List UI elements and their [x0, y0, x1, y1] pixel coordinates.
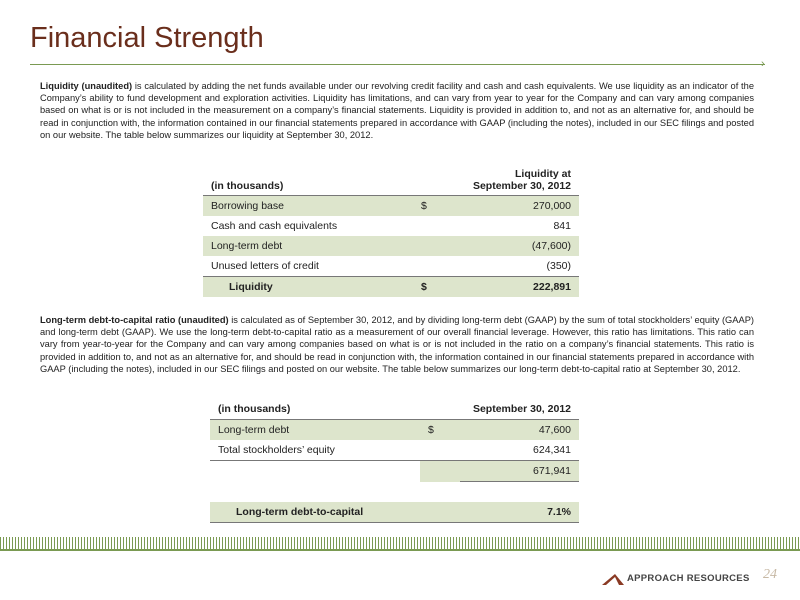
title-divider	[30, 64, 765, 65]
liquidity-term: Liquidity (unaudited)	[40, 81, 133, 91]
liquidity-text: is calculated by adding the net funds available under our revolving credit facility and cash and cash equivalents. We use liquidity as an indicator of the Company’s ability to fund development and exploration activities. Liquidity has limitations, and can vary from year to year for the Company and can vary among companies based on what is or is not included in the measurement on a company’s financial statements. Liquidity is provided in addition to, and not as an alternative for, and should be read in conjunction with, the information contained in our financial statements prepared in accordance with GAAP (including the notes), included in our SEC filings and posted on our website. The table below summarizes our liquidity at September 30, 2012.	[40, 81, 754, 140]
column-label: (in thousands)	[203, 158, 413, 196]
chevron-right-icon: ›	[761, 58, 765, 70]
table-row: Unused letters of credit (350)	[203, 256, 579, 277]
table-header	[210, 399, 579, 420]
table-spacer-row	[210, 482, 579, 503]
debt-ratio-term: Long-term debt-to-capital ratio (unaudited)	[40, 315, 229, 325]
table-row: Borrowing base $ 270,000	[203, 196, 579, 217]
company-logo-text: APPROACH RESOURCES	[627, 573, 750, 584]
column-value-header: September 30, 2012	[460, 399, 579, 420]
table-row: Cash and cash equivalents 841	[211, 220, 571, 232]
column-label: (in thousands)	[210, 399, 420, 420]
table-total-row: Liquidity $ 222,891	[203, 277, 579, 298]
table-header	[203, 158, 579, 196]
approach-resources-logo-icon	[602, 572, 624, 586]
table-row: Long-term debt (47,600)	[203, 236, 579, 256]
footer-divider	[0, 549, 800, 551]
footer-decorative-band	[0, 537, 800, 549]
table-row: Long-term debt $ 47,600	[210, 420, 579, 441]
page-number: 24	[763, 567, 777, 582]
debt-ratio-text: is calculated as of September 30, 2012, and by dividing long-term debt (GAAP) by the sum of total stockholders’ equity (GAAP) and long-term debt (GAAP). We use the long-term debt-to-capital ratio as a measurement of our overall financial leverage. However, this ratio has limitations. This ratio can vary from year-to-year for the Company and can vary among companies based on what is or is not included in the ratio on a company’s financial statements. This ratio is provided in addition to, and not as an alternative for, and should be read in conjunction with, the information contained in our financial statements prepared in accordance with GAAP (including the notes), included in our SEC filings and posted on our website. The table below summarizes our long-term debt-to-capital ratio at September 30, 2012.	[40, 315, 754, 374]
liquidity-paragraph	[40, 80, 754, 141]
column-value-header: Liquidity at September 30, 2012	[453, 158, 579, 196]
page-title: Financial Strength	[30, 22, 264, 54]
table-total-row: Long-term debt-to-capital 7.1%	[210, 502, 579, 523]
table-row: Total stockholders’ equity 624,341	[210, 440, 579, 461]
table-row: 671,941	[210, 461, 579, 482]
liquidity-table	[203, 158, 579, 297]
debt-ratio-paragraph	[40, 314, 754, 375]
debt-ratio-table	[210, 399, 579, 523]
